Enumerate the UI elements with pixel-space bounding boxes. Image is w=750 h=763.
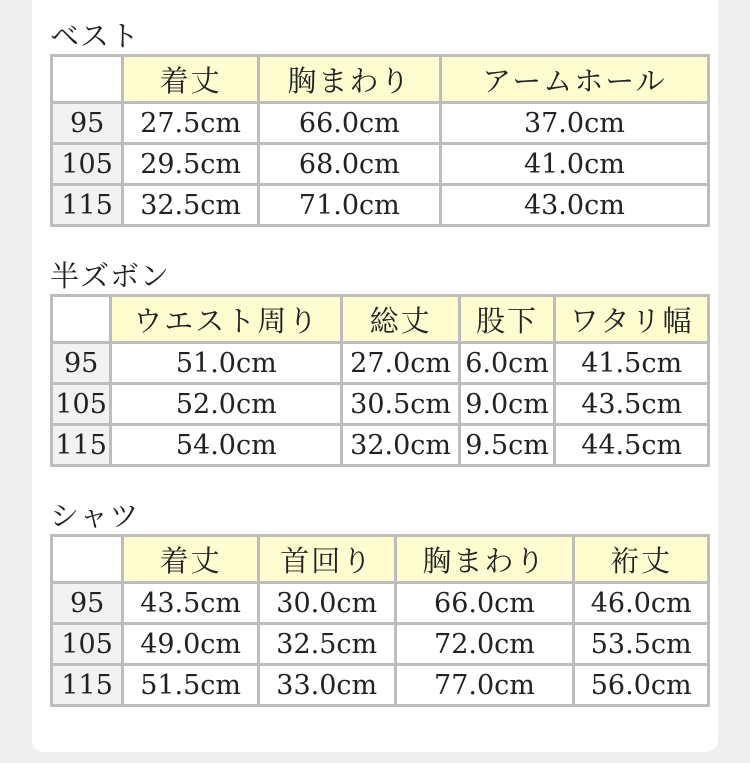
table-cell: 6.0cm	[459, 343, 554, 384]
table-cell: 44.5cm	[555, 425, 709, 466]
table-cell: 33.0cm	[258, 665, 395, 706]
vest-size-table	[50, 54, 710, 227]
table-cell: 54.0cm	[111, 425, 342, 466]
shorts-section	[50, 258, 710, 467]
shirt-header-chest: 胸まわり	[395, 536, 574, 583]
vest-header-length: 着丈	[123, 56, 259, 103]
vest-header-row	[52, 56, 709, 103]
shirt-section	[50, 498, 710, 707]
table-cell: 27.5cm	[123, 103, 259, 144]
shorts-header-thigh: ワタリ幅	[555, 296, 709, 343]
table-row	[52, 384, 709, 425]
shirt-corner-cell	[52, 536, 123, 583]
table-cell: 43.0cm	[440, 185, 708, 226]
table-row	[52, 343, 709, 384]
table-cell: 9.5cm	[459, 425, 554, 466]
shorts-header-waist: ウエスト周り	[111, 296, 342, 343]
shirt-header-length: 着丈	[123, 536, 259, 583]
table-cell: 32.5cm	[258, 624, 395, 665]
size-label: 95	[52, 583, 123, 624]
table-row	[52, 103, 709, 144]
shirt-size-table	[50, 534, 710, 707]
table-row	[52, 185, 709, 226]
table-cell: 41.5cm	[555, 343, 709, 384]
table-cell: 66.0cm	[395, 583, 574, 624]
size-label: 105	[52, 144, 123, 185]
table-cell: 32.5cm	[123, 185, 259, 226]
table-row	[52, 583, 709, 624]
shorts-size-table	[50, 294, 710, 467]
shirt-header-neck: 首回り	[258, 536, 395, 583]
table-cell: 77.0cm	[395, 665, 574, 706]
table-cell: 30.0cm	[258, 583, 395, 624]
table-row	[52, 144, 709, 185]
table-cell: 53.5cm	[574, 624, 709, 665]
table-cell: 51.0cm	[111, 343, 342, 384]
table-cell: 32.0cm	[342, 425, 460, 466]
table-cell: 37.0cm	[440, 103, 708, 144]
size-label: 105	[52, 384, 111, 425]
shorts-title: 半ズボン	[50, 259, 171, 293]
table-cell: 43.5cm	[123, 583, 259, 624]
size-label: 105	[52, 624, 123, 665]
vest-section	[50, 18, 710, 227]
table-cell: 41.0cm	[440, 144, 708, 185]
table-cell: 27.0cm	[342, 343, 460, 384]
shorts-corner-cell	[52, 296, 111, 343]
table-cell: 51.5cm	[123, 665, 259, 706]
size-label: 95	[52, 103, 123, 144]
shirt-title: シャツ	[50, 499, 140, 533]
table-cell: 46.0cm	[574, 583, 709, 624]
table-cell: 30.5cm	[342, 384, 460, 425]
size-label: 115	[52, 425, 111, 466]
table-cell: 68.0cm	[258, 144, 440, 185]
table-cell: 72.0cm	[395, 624, 574, 665]
table-row	[52, 624, 709, 665]
size-label: 115	[52, 665, 123, 706]
shorts-header-inseam: 股下	[459, 296, 554, 343]
table-cell: 29.5cm	[123, 144, 259, 185]
vest-title: ベスト	[50, 19, 141, 53]
size-label: 95	[52, 343, 111, 384]
vest-corner-cell	[52, 56, 123, 103]
table-cell: 43.5cm	[555, 384, 709, 425]
table-cell: 56.0cm	[574, 665, 709, 706]
table-row	[52, 665, 709, 706]
vest-header-chest: 胸まわり	[258, 56, 440, 103]
table-cell: 66.0cm	[258, 103, 440, 144]
shirt-header-sleeve: 裄丈	[574, 536, 709, 583]
table-cell: 49.0cm	[123, 624, 259, 665]
shorts-header-row	[52, 296, 709, 343]
shorts-header-total-length: 総丈	[342, 296, 460, 343]
table-cell: 9.0cm	[459, 384, 554, 425]
size-label: 115	[52, 185, 123, 226]
table-cell: 71.0cm	[258, 185, 440, 226]
vest-header-armhole: アームホール	[440, 56, 708, 103]
table-cell: 52.0cm	[111, 384, 342, 425]
table-row	[52, 425, 709, 466]
shirt-header-row	[52, 536, 709, 583]
